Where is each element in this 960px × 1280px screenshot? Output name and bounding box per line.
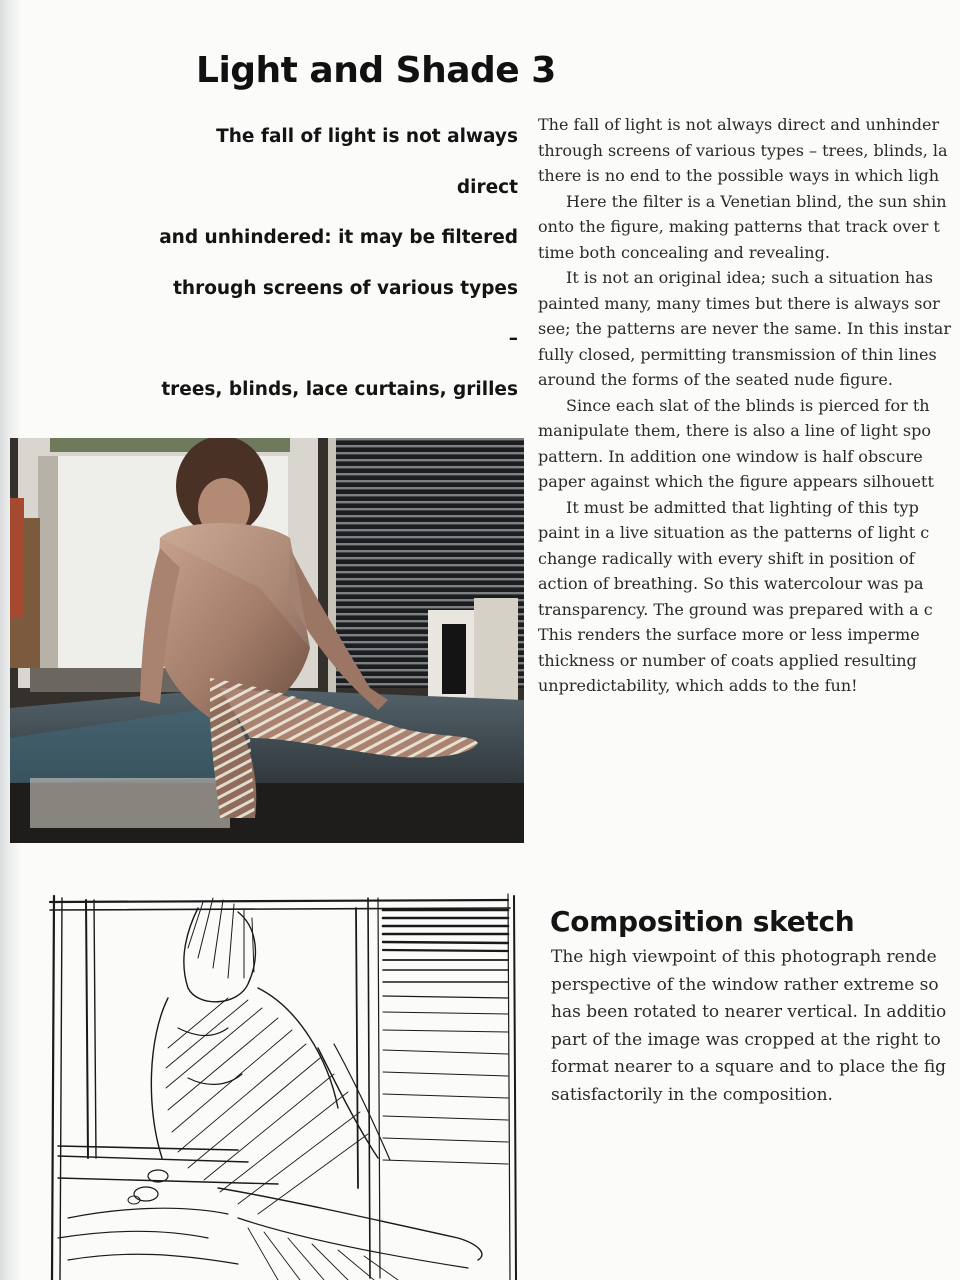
body-text-line: see; the patterns are never the same. In this instar — [538, 319, 951, 338]
intro-line: trees, blinds, lace curtains, grilles — [161, 378, 518, 400]
body-text-line: paint in a live situation as the patterns of light c — [538, 523, 930, 542]
body-text-line: pattern. In addition one window is half obscure — [538, 446, 923, 466]
body-text-line: paper against which the figure appears silhouett — [538, 472, 934, 491]
sketch-text-line: part of the image was cropped at the right to — [551, 1029, 941, 1050]
composition-sketch — [38, 888, 528, 1280]
body-text-line: action of breathing. So this watercolour was pa — [538, 574, 924, 593]
body-text-column — [538, 112, 960, 699]
reference-photograph — [10, 438, 524, 843]
body-text-line: onto the figure, making patterns that track over t — [538, 217, 940, 236]
body-text-line: time both concealing and revealing. — [538, 242, 830, 262]
sketch-section-text — [551, 944, 960, 1109]
sketch-text-line: satisfactorily in the composition. — [551, 1084, 833, 1105]
body-text-line: around the forms of the seated nude figure. — [538, 370, 893, 389]
body-text-line: unpredictability, which adds to the fun! — [538, 676, 858, 695]
sketch-text-line: format nearer to a square and to place the fig — [551, 1057, 947, 1077]
sketch-section-title: Composition sketch — [550, 905, 855, 938]
sketch-text-line: The high viewpoint of this photograph rende — [551, 947, 937, 967]
intro-line: through screens of various types – — [173, 277, 518, 349]
sketch-drawing — [38, 888, 528, 1280]
body-text-line: The fall of light is not always direct and unhinder — [538, 115, 940, 134]
body-text-line: change radically with every shift in position of — [538, 548, 915, 568]
body-text-line: thickness or number of coats applied resulting — [538, 650, 917, 670]
intro-line: and unhindered: it may be filtered — [159, 227, 518, 248]
body-text-line: It must be admitted that lighting of this typ — [566, 497, 919, 517]
sketch-text-line: has been rotated to nearer vertical. In additio — [551, 1002, 947, 1022]
body-text-line: there is no end to the possible ways in which ligh — [538, 166, 940, 185]
intro-line: The fall of light is not always direct — [216, 126, 518, 198]
body-text-line: It is not an original idea; such a situation has — [566, 268, 933, 287]
body-text-line: This renders the surface more or less imperme — [538, 625, 920, 644]
body-text-line: Since each slat of the blinds is pierced for th — [566, 395, 930, 415]
body-text-line: through screens of various types – trees, blinds, la — [538, 140, 948, 160]
body-text-line: Here the filter is a Venetian blind, the sun shin — [566, 191, 947, 211]
photo-illustration — [10, 438, 524, 843]
body-text-line: fully closed, permitting transmission of thin lines — [538, 344, 937, 364]
page-title: Light and Shade 3 — [196, 50, 556, 91]
body-text-line: transparency. The ground was prepared with a c — [538, 599, 933, 619]
body-text-line: manipulate them, there is also a line of light spo — [538, 421, 932, 440]
body-text-line: painted many, many times but there is always sor — [538, 293, 940, 313]
sketch-text-line: perspective of the window rather extreme so — [551, 974, 939, 995]
